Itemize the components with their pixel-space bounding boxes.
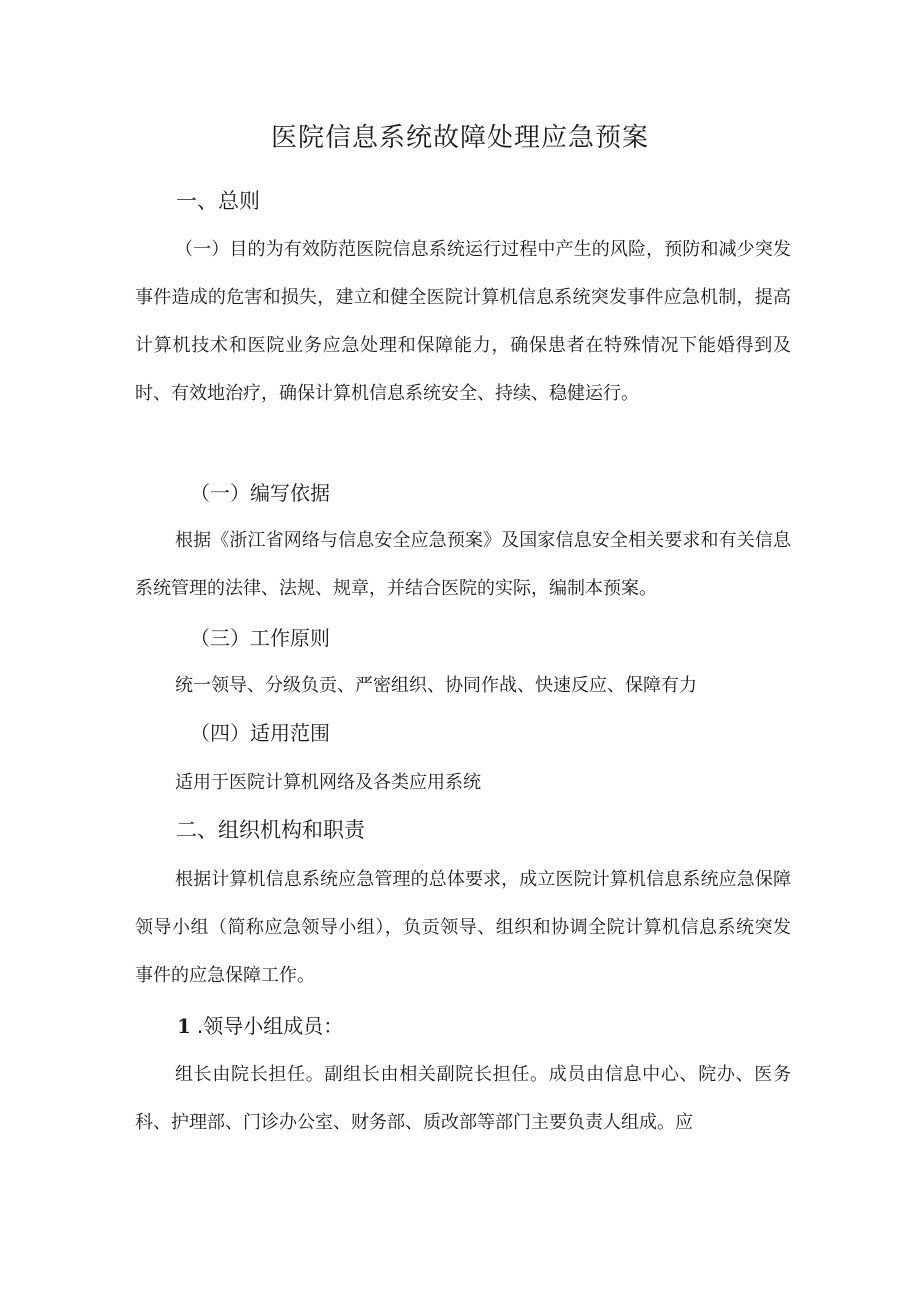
subheading-basis: （一）编写依据 (190, 481, 330, 505)
paragraph-scope: 适用于医院计算机网络及各类应用系统 (175, 772, 481, 793)
paragraph-leadership-members: 组长由院长担任。副组长由相关副院长担任。成员由信息中心、院办、医务科、护理部、门诊办公室、财务部、质改部等部门主要负责人组成。应 (135, 1064, 791, 1133)
paragraph-organization: 根据计算机信息系统应急管理的总体要求，成立医院计算机信息系统应急保障领导小组（简称应急领导小组），负贡领导、组织和协调全院计算机信息系统突发事件的应急保障工作。 (135, 869, 791, 986)
subheading-principles: （三）工作原则 (190, 626, 330, 650)
paragraph-purpose: （一）目的为有效防范医院信息系统运行过程中产生的风险，预防和减少突发事件造成的危害和损失，建立和健全医院计算机信息系统突发事件应急机制，提高计算机技术和医院业务应急处理和保障能力，确保患者在特殊情况下能婚得到及时、有效地治疗，确保计算机信息系统安全、持续、稳健运行。 (135, 239, 791, 404)
item-number: 1 (177, 1014, 191, 1038)
item-heading-text: .领导小组成员： (196, 1014, 344, 1038)
section-heading-general: 一、总则 (176, 189, 260, 213)
document-title: 医院信息系统故障处理应急预案 (270, 123, 649, 153)
paragraph-principles: 统一领导、分级负贡、严密组织、协同作战、快速反应、保障有力 (175, 675, 697, 696)
section-heading-organization: 二、组织机构和职责 (176, 818, 365, 842)
subheading-leadership-members (177, 1011, 343, 1041)
subheading-scope: （四）适用范围 (190, 721, 330, 745)
paragraph-basis: 根据《浙江省网络与信息安全应急预案》及国家信息安全相关要求和有关信息系统管理的法律、法规、规章，并结合医院的实际，编制本预案。 (135, 530, 791, 599)
